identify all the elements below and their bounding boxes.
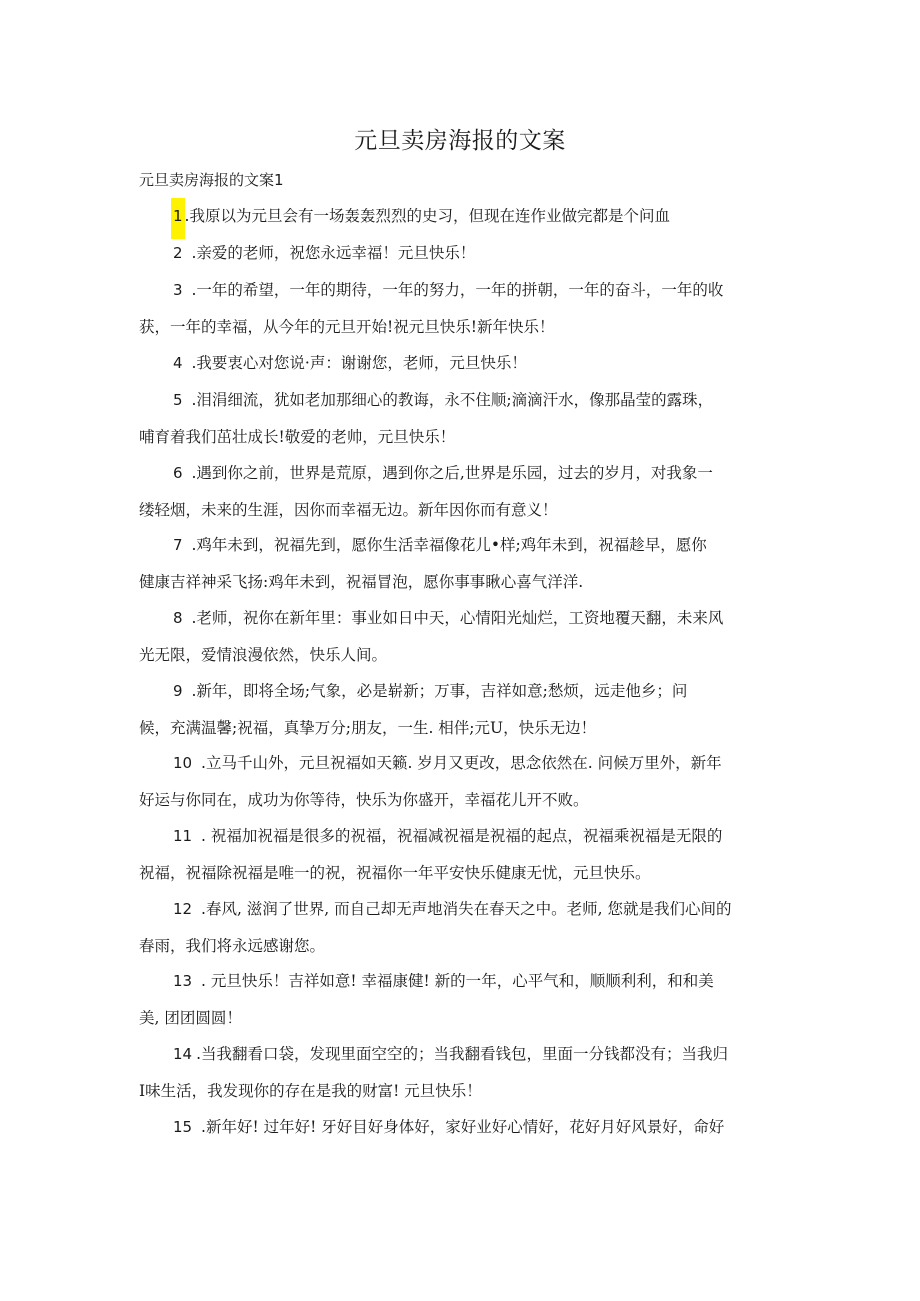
item-number: 10	[173, 754, 193, 772]
item-line	[139, 1036, 799, 1073]
item-line	[139, 527, 799, 564]
item-number: 4	[173, 354, 183, 372]
item-line	[139, 600, 799, 637]
item-text: .春风, 滋润了世界, 而自己却无声地消失在春天之中。老师, 您就是我们心间的	[196, 900, 732, 918]
list-item-14	[139, 1036, 799, 1110]
list-item-4	[139, 345, 799, 382]
item-text: .一年的希望，一年的期待，一年的努力，一年的拼朝，一年的奋斗，一年的收	[186, 281, 724, 299]
list-item-8	[139, 600, 799, 674]
item-number: 9	[173, 682, 183, 700]
item-line: 获，一年的幸福，从今年的元旦开始!祝元旦快乐!新年快乐！	[139, 318, 555, 336]
item-number: 13	[173, 972, 193, 990]
item-number: 14	[173, 1045, 193, 1063]
item-text: .老师，祝你在新年里：事业如日中天，心情阳光灿烂，工资地覆天翻，未来风	[186, 609, 724, 627]
list-item-15	[139, 1109, 799, 1146]
list-item-11	[139, 818, 799, 892]
highlighted-item-number: 1	[171, 198, 185, 239]
item-line	[139, 382, 799, 419]
list-item-9	[139, 673, 799, 747]
item-line	[139, 818, 799, 855]
item-text: .新年，即将全场;气象，必是崭新；万事，吉祥如意;愁烦，远走他乡；问	[186, 682, 688, 700]
list-item-13	[139, 963, 799, 1037]
item-line	[139, 272, 799, 309]
item-number: 15	[173, 1118, 193, 1136]
document-title: 元旦卖房海报的文案	[354, 128, 566, 154]
item-line: 候，充满温馨;祝福，真挚万分;朋友，一生. 相伴;元U，快乐无边！	[139, 719, 597, 737]
item-text: .我原以为元旦会有一场轰轰烈烈的史习，但现在连作业做完都是个问血	[184, 207, 670, 225]
list-item-3	[139, 272, 799, 346]
section-subtitle: 元旦卖房海报的文案1	[139, 171, 284, 189]
item-line: 健康吉祥神采飞扬:鸡年未到，祝福冒泡，愿你事事瞅心喜气洋洋.	[139, 573, 584, 591]
item-line	[139, 1109, 799, 1146]
item-line: I味生活，我发现你的存在是我的财富! 元旦快乐！	[139, 1082, 482, 1100]
item-line: 哺育着我们茁壮成长!敬爱的老帅，元旦快乐！	[139, 428, 456, 446]
item-line: 祝福，祝福除祝福是唯一的祝，祝福你一年平安快乐健康无忧，元旦快乐。	[139, 864, 651, 882]
item-text: .立马千山外，元旦祝福如天籁. 岁月又更改，思念依然在. 问候万里外，新年	[196, 754, 722, 772]
item-text: . 元旦快乐！吉祥如意! 幸福康健! 新的一年，心平气和，顺顺利利，和和美	[196, 972, 714, 990]
item-line	[139, 455, 799, 492]
item-line	[139, 673, 799, 710]
item-line	[139, 963, 799, 1000]
item-line: 缕轻烟，未来的生涯，因你而幸福无边。新年因你而有意义！	[139, 501, 558, 519]
item-number: 6	[173, 464, 183, 482]
item-line	[139, 345, 799, 382]
item-text: .我要衷心对您说·声：谢谢您，老师，元旦快乐！	[186, 354, 527, 372]
item-line: 美, 团团圆圆！	[139, 1009, 242, 1027]
item-number: 12	[173, 900, 193, 918]
list-item-10	[139, 745, 799, 819]
item-text: .当我翻看口袋，发现里面空空的；当我翻看钱包，里面一分钱都没有；当我归	[196, 1045, 729, 1063]
item-number: 7	[173, 536, 183, 554]
item-line	[139, 198, 799, 239]
item-line: 好运与你同在，成功为你等待，快乐为你盛开，幸福花儿开不败。	[139, 791, 589, 809]
list-item-7	[139, 527, 799, 601]
item-number: 5	[173, 391, 183, 409]
item-text: .新年好! 过年好! 牙好目好身体好，家好业好心情好，花好月好风景好，命好	[196, 1118, 725, 1136]
item-number: 11	[173, 827, 193, 845]
item-line: 光无限，爱情浪漫依然，快乐人间。	[139, 646, 388, 664]
item-number: 2	[173, 244, 183, 262]
list-item-6	[139, 455, 799, 529]
item-line	[139, 235, 799, 272]
item-line	[139, 891, 799, 928]
item-number: 8	[173, 609, 183, 627]
list-item-2	[139, 235, 799, 272]
item-text: .遇到你之前，世界是荒原，遇到你之后,世界是乐园，过去的岁月，对我象一	[186, 464, 713, 482]
item-text: .鸡年未到，祝福先到，愿你生活幸福像花儿•样;鸡年未到，祝福趁早，愿你	[186, 536, 707, 554]
list-item-12	[139, 891, 799, 965]
item-line: 春雨，我们将永远感谢您。	[139, 937, 326, 955]
list-item-5	[139, 382, 799, 456]
item-text: .泪涓细流，犹如老加那细心的教诲，永不住顺;滴滴汗水，像那晶莹的露珠，	[186, 391, 714, 409]
item-text: . 祝福加祝福是很多的祝福，祝福减祝福是祝福的起点，祝福乘祝福是无限的	[196, 827, 723, 845]
list-item-1	[139, 198, 799, 239]
item-number: 3	[173, 281, 183, 299]
item-line	[139, 745, 799, 782]
item-text: .亲爱的老师，祝您永远幸福！元旦快乐！	[186, 244, 476, 262]
